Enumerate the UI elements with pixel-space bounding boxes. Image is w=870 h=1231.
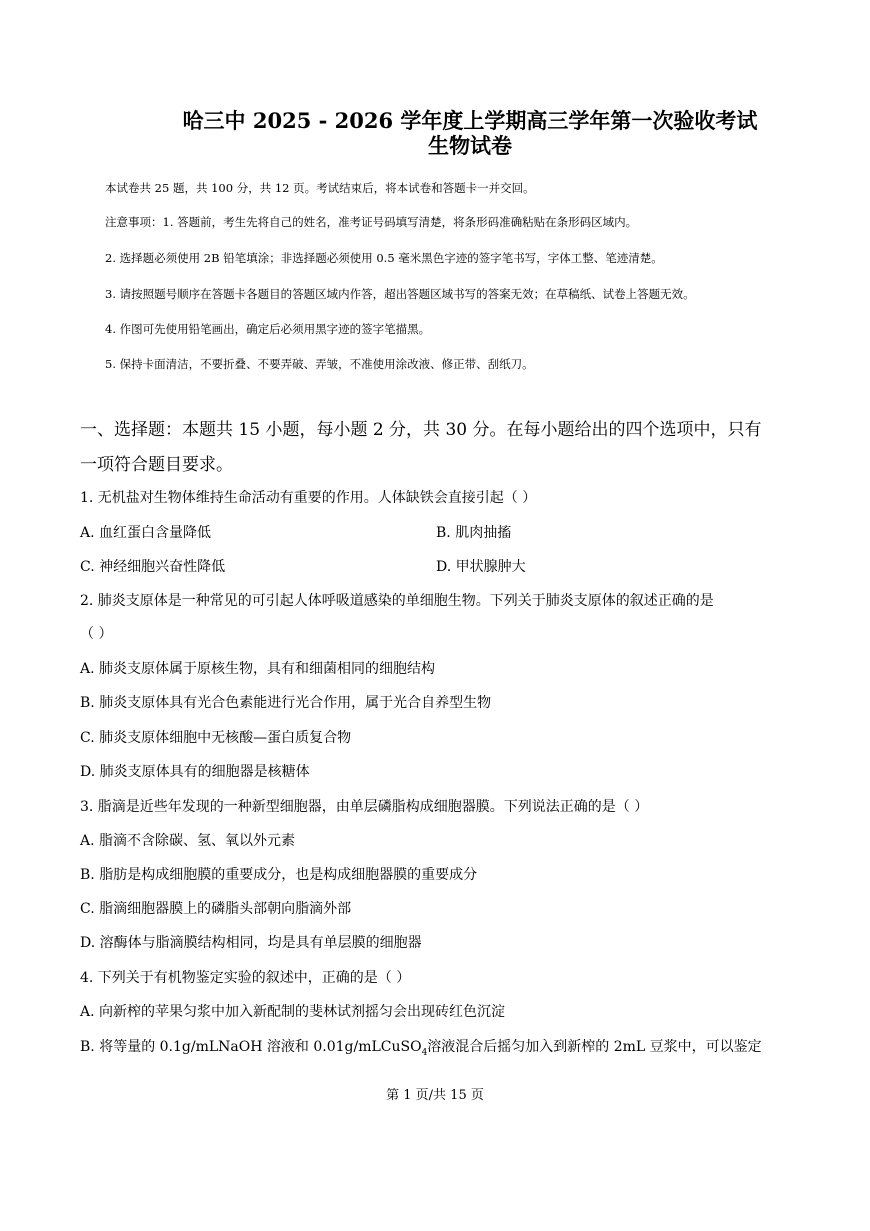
- question-1-option-d: D. 甲状腺肿大: [436, 559, 526, 575]
- section-heading: 一、选择题：本题共 15 小题，每小题 2 分，共 30 分。在每小题给出的四个选项中，只有: [80, 420, 762, 440]
- notice-2: 2. 选择题必须使用 2B 铅笔填涂；非选择题必须使用 0.5 毫米黑色字迹的签字笔书写，字体工整、笔迹清楚。: [105, 251, 663, 265]
- question-3-option-d: D. 溶酶体与脂滴膜结构相同，均是具有单层膜的细胞器: [80, 935, 422, 951]
- question-4-option-b-text-cont: 溶液混合后摇匀加入到新榨的 2mL 豆浆中，可以鉴定: [427, 1039, 762, 1055]
- question-4-option-a: A. 向新榨的苹果匀浆中加入新配制的斐林试剂摇匀会出现砖红色沉淀: [80, 1004, 506, 1020]
- notice-3: 3. 请按照题号顺序在答题卡各题目的答题区域内作答，超出答题区域书写的答案无效；在草稿纸、试卷上答题无效。: [105, 287, 695, 301]
- question-2-stem-cont: （ ）: [80, 626, 113, 642]
- question-2-stem: 2. 肺炎支原体是一种常见的可引起人体呼吸道感染的单细胞生物。下列关于肺炎支原体的叙述正确的是: [80, 593, 714, 609]
- subscript: 4: [421, 1047, 428, 1058]
- question-3-option-b: B. 脂肪是构成细胞膜的重要成分，也是构成细胞器膜的重要成分: [80, 867, 478, 883]
- question-1-option-c: C. 神经细胞兴奋性降低: [80, 559, 226, 575]
- question-2-option-d: D. 肺炎支原体具有的细胞器是核糖体: [80, 764, 310, 780]
- exam-instruction: 本试卷共 25 题，共 100 分，共 12 页。考试结束后，将本试卷和答题卡一并交回。: [105, 181, 535, 195]
- question-2-option-c: C. 肺炎支原体细胞中无核酸—蛋白质复合物: [80, 730, 352, 746]
- question-3-stem: 3. 脂滴是近些年发现的一种新型细胞器，由单层磷脂构成细胞器膜。下列说法正确的是（ ）: [80, 799, 649, 815]
- question-2-option-a: A. 肺炎支原体属于原核生物，具有和细菌相同的细胞结构: [80, 661, 436, 677]
- question-3-option-a: A. 脂滴不含除碳、氢、氧以外元素: [80, 833, 296, 849]
- notice-4: 4. 作图可先使用铅笔画出，确定后必须用黑字迹的签字笔描黑。: [105, 322, 431, 336]
- question-4-option-b-text: B. 将等量的 0.1g/mLNaOH 溶液和 0.01g/mLCuSO: [80, 1039, 422, 1055]
- question-1-option-a: A. 血红蛋白含量降低: [80, 525, 212, 541]
- question-4-option-b: [80, 1037, 762, 1063]
- question-2-option-b: B. 肺炎支原体具有光合色素能进行光合作用，属于光合自养型生物: [80, 695, 492, 711]
- question-1-option-b: B. 肌肉抽搐: [436, 525, 512, 541]
- notice-1: 注意事项：1. 答题前，考生先将自己的姓名，准考证号码填写清楚，将条形码准确粘贴在条形码区域内。: [105, 215, 638, 229]
- section-heading-cont: 一项符合题目要求。: [80, 455, 233, 475]
- question-1-stem: 1. 无机盐对生物体维持生命活动有重要的作用。人体缺铁会直接引起（ ）: [80, 490, 537, 506]
- exam-subject: 生物试卷: [428, 133, 512, 158]
- question-4-stem: 4. 下列关于有机物鉴定实验的叙述中，正确的是（ ）: [80, 970, 411, 986]
- question-3-option-c: C. 脂滴细胞器膜上的磷脂头部朝向脂滴外部: [80, 901, 352, 917]
- exam-title: 哈三中 2025 - 2026 学年度上学期高三学年第一次验收考试: [182, 108, 758, 133]
- notice-5: 5. 保持卡面清洁，不要折叠、不要弄破、弄皱，不准使用涂改液、修正带、刮纸刀。: [105, 357, 534, 371]
- page-number: 第 1 页/共 15 页: [386, 1088, 484, 1103]
